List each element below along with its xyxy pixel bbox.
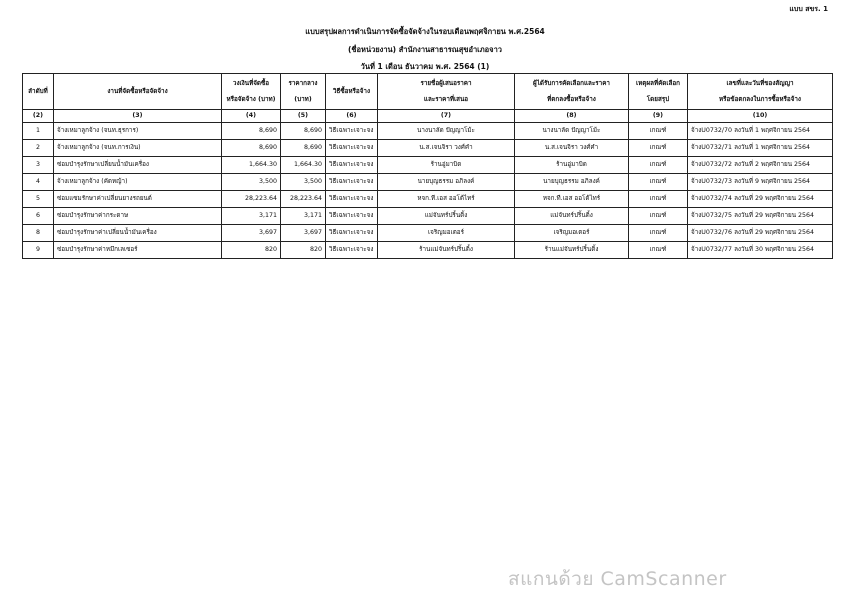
row-no: 3 bbox=[23, 157, 54, 174]
header-contract bbox=[688, 74, 833, 110]
row-no: 2 bbox=[23, 140, 54, 157]
row-winner: นางนาลัด ปัญญาโม้ะ bbox=[515, 123, 629, 140]
row-item: จ้างเหมาลูกจ้าง (จนท.ธุรการ) bbox=[54, 123, 222, 140]
header-item: งานที่จัดซื้อหรือจัดจ้าง bbox=[54, 74, 222, 110]
form-code: แบบ สขร. 1 bbox=[789, 5, 828, 13]
table-row bbox=[23, 208, 833, 225]
header-contract-line2: หรือข้อตกลงในการซื้อหรือจ้าง bbox=[718, 95, 802, 103]
table-row bbox=[23, 242, 833, 259]
header-contract-line1: เลขที่และวันที่ของสัญญา bbox=[726, 80, 794, 88]
header-bidders bbox=[378, 74, 515, 110]
row-contract: จ้างU0732/77 ลงวันที่ 30 พฤศจิกายน 2564 bbox=[688, 242, 833, 259]
row-method: วิธีเฉพาะเจาะจง bbox=[326, 157, 378, 174]
row-contract: จ้างU0732/75 ลงวันที่ 29 พฤศจิกายน 2564 bbox=[688, 208, 833, 225]
row-reason: เกณฑ์ bbox=[629, 174, 688, 191]
row-contract: จ้างU0732/72 ลงวันที่ 2 พฤศจิกายน 2564 bbox=[688, 157, 833, 174]
row-winner: แม่จันทร์ปริ้นติ้ง bbox=[515, 208, 629, 225]
header-bidders-line1: รายชื่อผู้เสนอราคา bbox=[420, 80, 472, 88]
row-bidder: เจริญมอเตอร์ bbox=[378, 225, 515, 242]
col-number: (7) bbox=[378, 110, 515, 123]
row-contract: จ้างU0732/70 ลงวันที่ 1 พฤศจิกายน 2564 bbox=[688, 123, 833, 140]
row-item: ซ่อมบำรุงรักษาค่าหมึกเลเซอร์ bbox=[54, 242, 222, 259]
col-number: (4) bbox=[222, 110, 281, 123]
row-winner: หจก.ที.เอส ออโต้ไทร์ bbox=[515, 191, 629, 208]
row-method: วิธีเฉพาะเจาะจง bbox=[326, 191, 378, 208]
row-item: จ้างเหมาลูกจ้าง (คัดหญ้า) bbox=[54, 174, 222, 191]
row-reason: เกณฑ์ bbox=[629, 208, 688, 225]
row-budget: 8,690 bbox=[222, 123, 281, 140]
row-bidder: น.ส.เจนจิรา วงศ์คำ bbox=[378, 140, 515, 157]
row-item: ซ่อมบำรุงรักษาเปลี่ยนน้ำมันเครื่อง bbox=[54, 157, 222, 174]
header-budget-line1: วงเงินที่จัดซื้อ bbox=[232, 80, 270, 88]
row-winner: น.ส.เจนจิรา วงศ์คำ bbox=[515, 140, 629, 157]
row-reason: เกณฑ์ bbox=[629, 140, 688, 157]
row-contract: จ้างU0732/73 ลงวันที่ 9 พฤศจิกายน 2564 bbox=[688, 174, 833, 191]
header-reason-line1: เหตุผลที่คัดเลือก bbox=[636, 80, 680, 88]
camscanner-watermark: สแกนด้วย CamScanner bbox=[508, 568, 727, 590]
row-bidder: ร้านแม่จันทร์ปริ้นติ้ง bbox=[378, 242, 515, 259]
row-reason: เกณฑ์ bbox=[629, 225, 688, 242]
row-method: วิธีเฉพาะเจาะจง bbox=[326, 208, 378, 225]
row-contract: จ้างU0732/76 ลงวันที่ 29 พฤศจิกายน 2564 bbox=[688, 225, 833, 242]
procurement-table bbox=[22, 73, 833, 259]
row-budget: 3,697 bbox=[222, 225, 281, 242]
row-bidder: แม่จันทร์ปริ้นติ้ง bbox=[378, 208, 515, 225]
row-median: 820 bbox=[281, 242, 326, 259]
row-winner: ร้านอู่มาบิด bbox=[515, 157, 629, 174]
header-median-line2: (บาท) bbox=[294, 95, 312, 103]
row-item: ซ่อมแซมรักษาค่าเปลี่ยนยางรถยนต์ bbox=[54, 191, 222, 208]
row-median: 8,690 bbox=[281, 123, 326, 140]
row-method: วิธีเฉพาะเจาะจง bbox=[326, 123, 378, 140]
header-bidders-line2: และราคาที่เสนอ bbox=[423, 95, 469, 103]
header-winner bbox=[515, 74, 629, 110]
row-bidder: ร้านอู่มาบิด bbox=[378, 157, 515, 174]
row-no: 4 bbox=[23, 174, 54, 191]
table-row bbox=[23, 157, 833, 174]
row-budget: 28,223.64 bbox=[222, 191, 281, 208]
row-item: ซ่อมบำรุงรักษาค่ากระดาษ bbox=[54, 208, 222, 225]
row-budget: 1,664.30 bbox=[222, 157, 281, 174]
row-no: 8 bbox=[23, 225, 54, 242]
row-reason: เกณฑ์ bbox=[629, 191, 688, 208]
row-reason: เกณฑ์ bbox=[629, 157, 688, 174]
header-no: ลำดับที่ bbox=[23, 74, 54, 110]
report-date: วันที่ 1 เดือน ธันวาคม พ.ศ. 2564 (1) bbox=[360, 62, 490, 71]
row-winner: เจริญมอเตอร์ bbox=[515, 225, 629, 242]
row-median: 3,500 bbox=[281, 174, 326, 191]
row-no: 9 bbox=[23, 242, 54, 259]
row-bidder: หจก.ที.เอส ออโต้ไทร์ bbox=[378, 191, 515, 208]
row-winner: นายบุญธรรม อภิลงค์ bbox=[515, 174, 629, 191]
column-number-row bbox=[23, 110, 833, 123]
header-method: วิธีซื้อหรือจ้าง bbox=[326, 74, 378, 110]
row-median: 28,223.64 bbox=[281, 191, 326, 208]
row-median: 8,690 bbox=[281, 140, 326, 157]
row-item: จ้างเหมาลูกจ้าง (จนท.การเงิน) bbox=[54, 140, 222, 157]
col-number: (6) bbox=[326, 110, 378, 123]
header-winner-line2: ที่ตกลงซื้อหรือจ้าง bbox=[547, 95, 596, 103]
table-row bbox=[23, 174, 833, 191]
col-number: (2) bbox=[23, 110, 54, 123]
row-method: วิธีเฉพาะเจาะจง bbox=[326, 140, 378, 157]
header-budget bbox=[222, 74, 281, 110]
header-budget-line2: หรือจัดจ้าง (บาท) bbox=[226, 95, 276, 103]
row-budget: 820 bbox=[222, 242, 281, 259]
row-method: วิธีเฉพาะเจาะจง bbox=[326, 242, 378, 259]
header-median-line1: ราคากลาง bbox=[288, 80, 318, 88]
col-number: (10) bbox=[688, 110, 833, 123]
col-number: (8) bbox=[515, 110, 629, 123]
header-median bbox=[281, 74, 326, 110]
row-item: ซ่อมบำรุงรักษาค่าเปลี่ยนน้ำมันเครื่อง bbox=[54, 225, 222, 242]
agency-name: (ชื่อหน่วยงาน) สำนักงานสาธารณสุขอำเภอจาว bbox=[347, 45, 502, 54]
row-reason: เกณฑ์ bbox=[629, 123, 688, 140]
header-reason bbox=[629, 74, 688, 110]
row-method: วิธีเฉพาะเจาะจง bbox=[326, 225, 378, 242]
row-winner: ร้านแม่จันทร์ปริ้นติ้ง bbox=[515, 242, 629, 259]
row-budget: 3,500 bbox=[222, 174, 281, 191]
row-contract: จ้างU0732/74 ลงวันที่ 29 พฤศจิกายน 2564 bbox=[688, 191, 833, 208]
table-row bbox=[23, 191, 833, 208]
row-budget: 8,690 bbox=[222, 140, 281, 157]
table-row bbox=[23, 140, 833, 157]
row-bidder: นางนาลัด ปัญญาโม้ะ bbox=[378, 123, 515, 140]
row-no: 5 bbox=[23, 191, 54, 208]
row-no: 1 bbox=[23, 123, 54, 140]
row-method: วิธีเฉพาะเจาะจง bbox=[326, 174, 378, 191]
row-no: 6 bbox=[23, 208, 54, 225]
header-winner-line1: ผู้ได้รับการคัดเลือกและราคา bbox=[533, 80, 610, 88]
document-title: แบบสรุปผลการดำเนินการจัดซื้อจัดจ้างในรอบเดือนพฤศจิกายน พ.ศ.2564 bbox=[305, 27, 545, 36]
row-median: 3,697 bbox=[281, 225, 326, 242]
row-median: 3,171 bbox=[281, 208, 326, 225]
row-median: 1,664.30 bbox=[281, 157, 326, 174]
col-number: (3) bbox=[54, 110, 222, 123]
col-number: (9) bbox=[629, 110, 688, 123]
col-number: (5) bbox=[281, 110, 326, 123]
row-contract: จ้างU0732/71 ลงวันที่ 1 พฤศจิกายน 2564 bbox=[688, 140, 833, 157]
table-header-row bbox=[23, 74, 833, 110]
table-row bbox=[23, 123, 833, 140]
header-reason-line2: โดยสรุป bbox=[646, 95, 670, 103]
row-budget: 3,171 bbox=[222, 208, 281, 225]
row-reason: เกณฑ์ bbox=[629, 242, 688, 259]
row-bidder: นายบุญธรรม อภิลงค์ bbox=[378, 174, 515, 191]
table-row bbox=[23, 225, 833, 242]
